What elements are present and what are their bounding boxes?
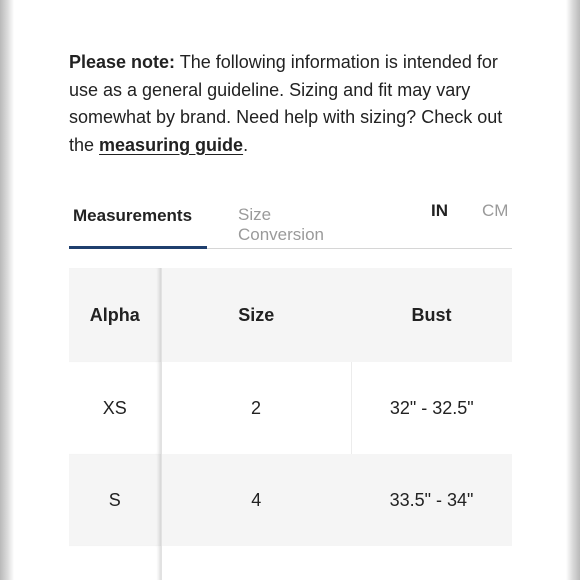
right-edge-shadow: [566, 0, 580, 580]
cell-bust: 33.5" - 34": [351, 454, 512, 546]
active-tab-underline: [69, 246, 207, 249]
cell-size: 2: [161, 362, 351, 454]
header-size: Size: [161, 268, 351, 362]
note-lead: Please note:: [69, 52, 176, 72]
header-bust: Bust: [351, 268, 512, 362]
note-end: .: [243, 134, 249, 155]
tab-measurements[interactable]: Measurements: [73, 206, 193, 225]
table-row-partial: [69, 546, 512, 580]
note-text: The following information is intended for use as a general guideline. Sizing and fit may vary somewhat by brand. Need help with sizing? Check out the: [69, 52, 503, 155]
cell-bust: 32" - 32.5": [351, 362, 512, 454]
header-alpha: Alpha: [69, 268, 161, 362]
cell-alpha-partial: [69, 546, 161, 580]
measuring-guide-link[interactable]: measuring guide: [99, 134, 244, 155]
cell-bust-partial: [351, 546, 512, 580]
unit-toggle-cm[interactable]: CM: [482, 201, 509, 220]
unit-toggle-in[interactable]: IN: [431, 201, 448, 220]
left-edge-shadow: [0, 0, 14, 580]
size-tabs: [69, 198, 512, 249]
table-header-row: [69, 268, 512, 362]
sizing-note: [69, 49, 509, 159]
table-row: [69, 362, 512, 454]
table-row: [69, 454, 512, 546]
cell-size: 4: [161, 454, 351, 546]
cell-alpha: S: [69, 454, 161, 546]
cell-size-partial: [161, 546, 351, 580]
cell-alpha: XS: [69, 362, 161, 454]
tab-size-conversion[interactable]: Size Conversion: [238, 205, 324, 244]
size-chart-table: [69, 268, 512, 580]
